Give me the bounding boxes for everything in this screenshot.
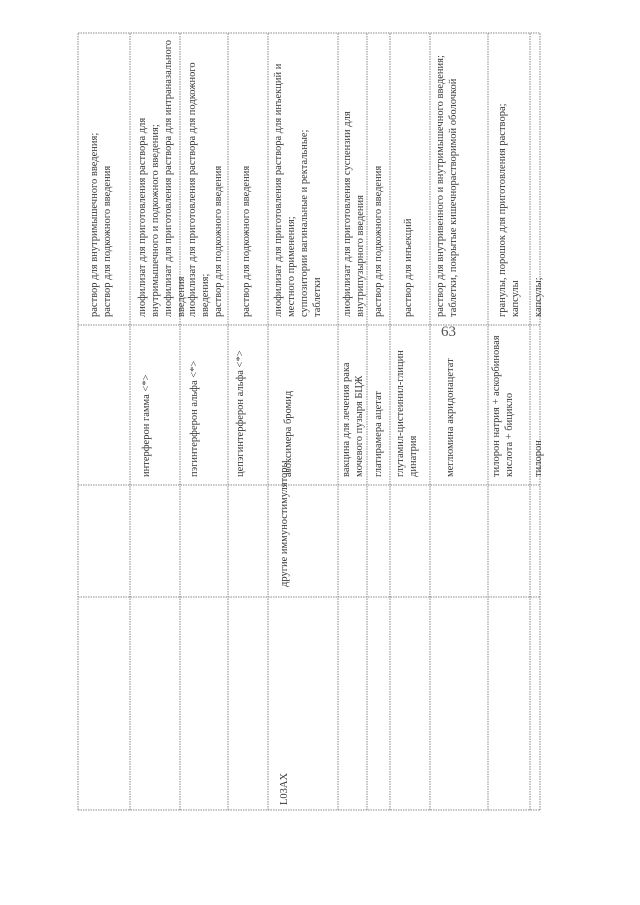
row-7-drug: глутамил-цистеинил-глицин динатрия [395, 350, 419, 477]
row-4-forms: лиофилизат для приготовления раствора для инъекций и местного применения; суппозитории вагинальные и ректальные; таблетки [273, 63, 323, 317]
row-9-drug: тилорон натрия + аскорбиновая кислота + бицикло [491, 335, 515, 477]
page-number: 63 [441, 324, 456, 340]
row-3-drug: цепэгинтерферон альфа <*> [235, 350, 246, 477]
row-1-forms: лиофилизат для приготовления раствора для внутримышечного и подкожного введения; лиофилизат для приготовления раствора для интраназального введения [137, 39, 187, 317]
row-9-forms: гранулы, порошок для приготовления раствора; капсулы [497, 103, 521, 317]
group-name: другие иммуностимуляторы [279, 460, 290, 587]
row-5-drug: вакцина для лечения рака мочевого пузыря БЦЖ [341, 362, 365, 477]
row-7-forms: раствор для инъекций [403, 218, 414, 317]
row-3-forms: раствор для подкожного введения [241, 165, 252, 317]
row-2-drug: пэгинтерферон альфа <*> [189, 360, 200, 477]
atc-code: L03AX [279, 772, 290, 805]
row-8-drug: меглюмина акридонацетат [445, 358, 456, 477]
row-1-drug: интерферон гамма <*> [141, 374, 152, 477]
row-10-drug: тилорон [533, 440, 544, 477]
row-2-forms: лиофилизат для приготовления раствора для подкожного введения; раствор для подкожного введения [187, 62, 224, 317]
row-8-forms: раствор для внутривенного и внутримышечного введения; таблетки, покрытые кишечнорастворимой оболочкой [435, 55, 459, 317]
row-0-forms: раствор для внутримышечного введения; раствор для подкожного введения [89, 132, 113, 317]
row-10-forms: капсулы; [533, 277, 544, 317]
row-5-forms: лиофилизат для приготовления суспензии для внутрипузырного введения [342, 111, 366, 317]
row-4-drug: азоксимера бромид [283, 390, 294, 477]
row-6-drug: глатирамера ацетат [373, 391, 384, 477]
row-6-forms: раствор для подкожного введения [373, 165, 384, 317]
